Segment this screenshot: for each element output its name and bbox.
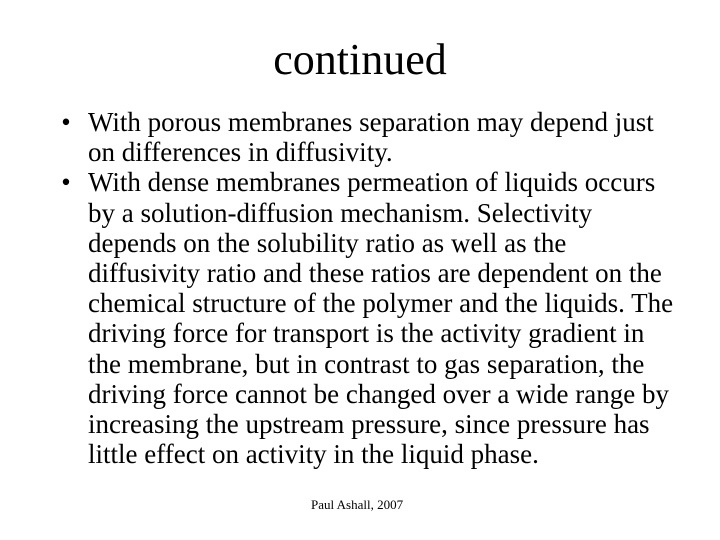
bullet-text: With dense membranes permeation of liquids occurs by a solution-diffusion mechanism. Selectivity depends on the solubility ratio as well as the diffusivity ratio and these ratios are dependent on the chemical structure of the polymer and the liquids. The driving force for transport is the activity gradient in the membrane, but in contrast to gas separation, the driving force cannot be changed over a wide range by increasing the upstream pressure, since pressure has little effect on activity in the liquid phase. [88,167,674,470]
bullet-icon: • [61,167,71,198]
bullet-item-dense [56,167,681,469]
bullet-item-porous [56,107,681,167]
bullet-text: With porous membranes separation may depend just on differences in diffusivity. [88,107,654,168]
footer-credit: Paul Ashall, 2007 [311,497,404,512]
slide-title: continued [273,35,447,84]
bullet-list [56,107,681,469]
bullet-icon: • [61,107,71,137]
